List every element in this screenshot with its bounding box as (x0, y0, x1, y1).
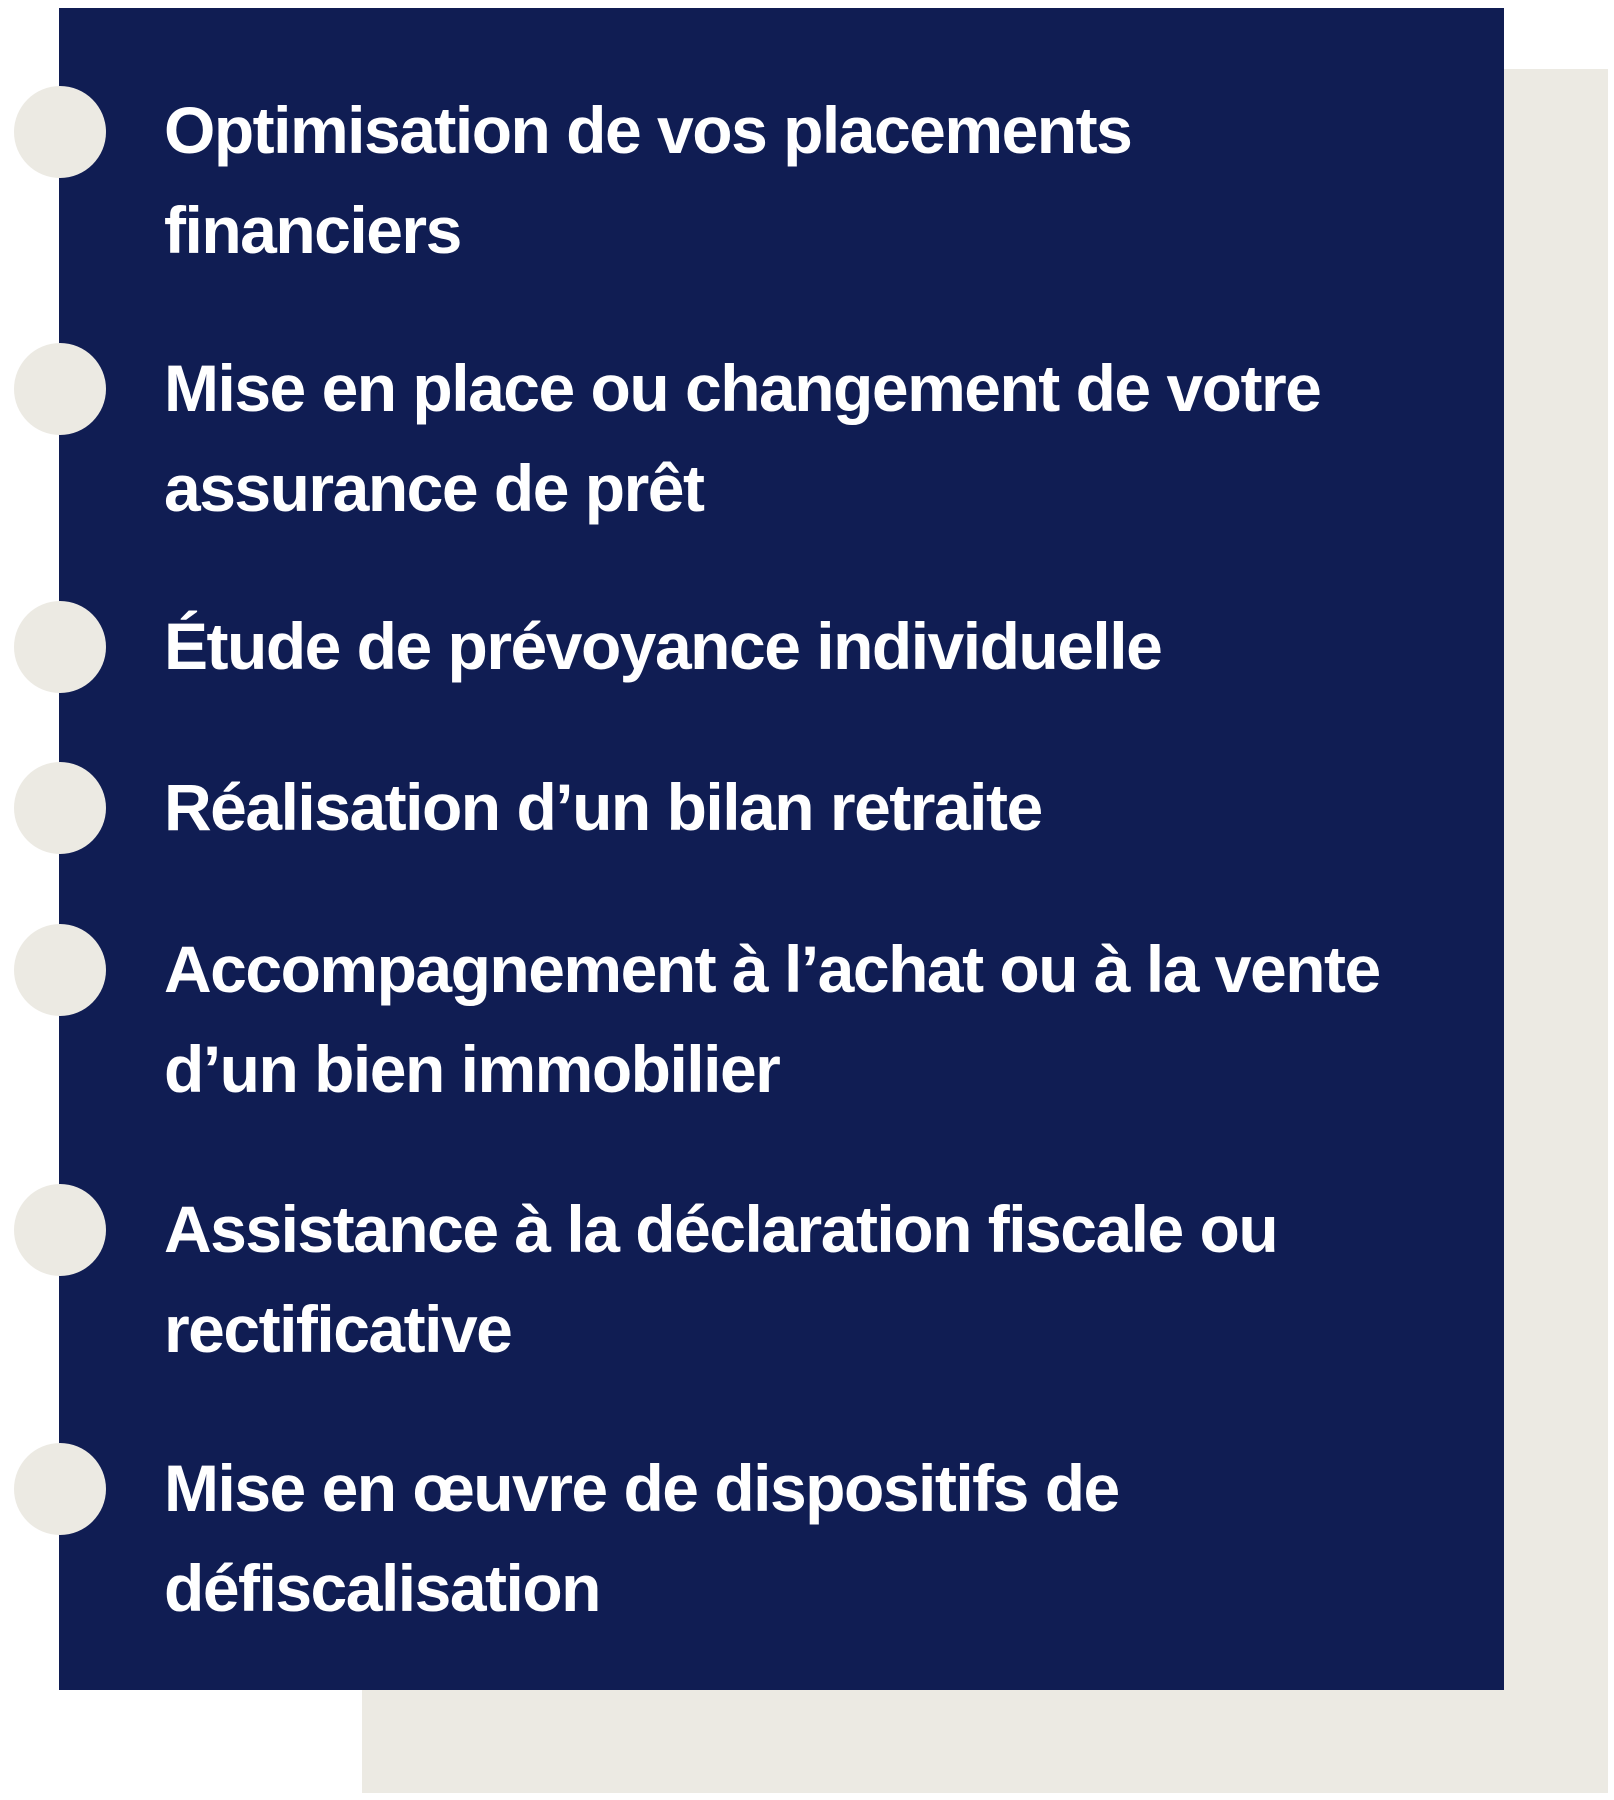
bullet-circle-icon (14, 924, 106, 1016)
list-item-text: Réalisation d’un bilan retraite (164, 770, 1042, 844)
list-item-text: Mise en œuvre de dispositifs de défiscalisation (164, 1451, 1119, 1625)
list-item-text: Assistance à la déclaration fiscale ou rectificative (164, 1192, 1278, 1366)
list-item-text: Mise en place ou changement de votre assurance de prêt (164, 351, 1321, 525)
bullet-circle-icon (14, 601, 106, 693)
bullet-circle-icon (14, 1184, 106, 1276)
bullet-circle-icon (14, 762, 106, 854)
bullet-circle-icon (14, 1443, 106, 1535)
list-item-text: Accompagnement à l’achat ou à la vente d’un bien immobilier (164, 932, 1380, 1106)
services-list-panel (59, 8, 1504, 1690)
bullet-circle-icon (14, 86, 106, 178)
list-item-text: Étude de prévoyance individuelle (164, 609, 1162, 683)
list-item-text: Optimisation de vos placements financiers (164, 93, 1132, 267)
bullet-circle-icon (14, 343, 106, 435)
